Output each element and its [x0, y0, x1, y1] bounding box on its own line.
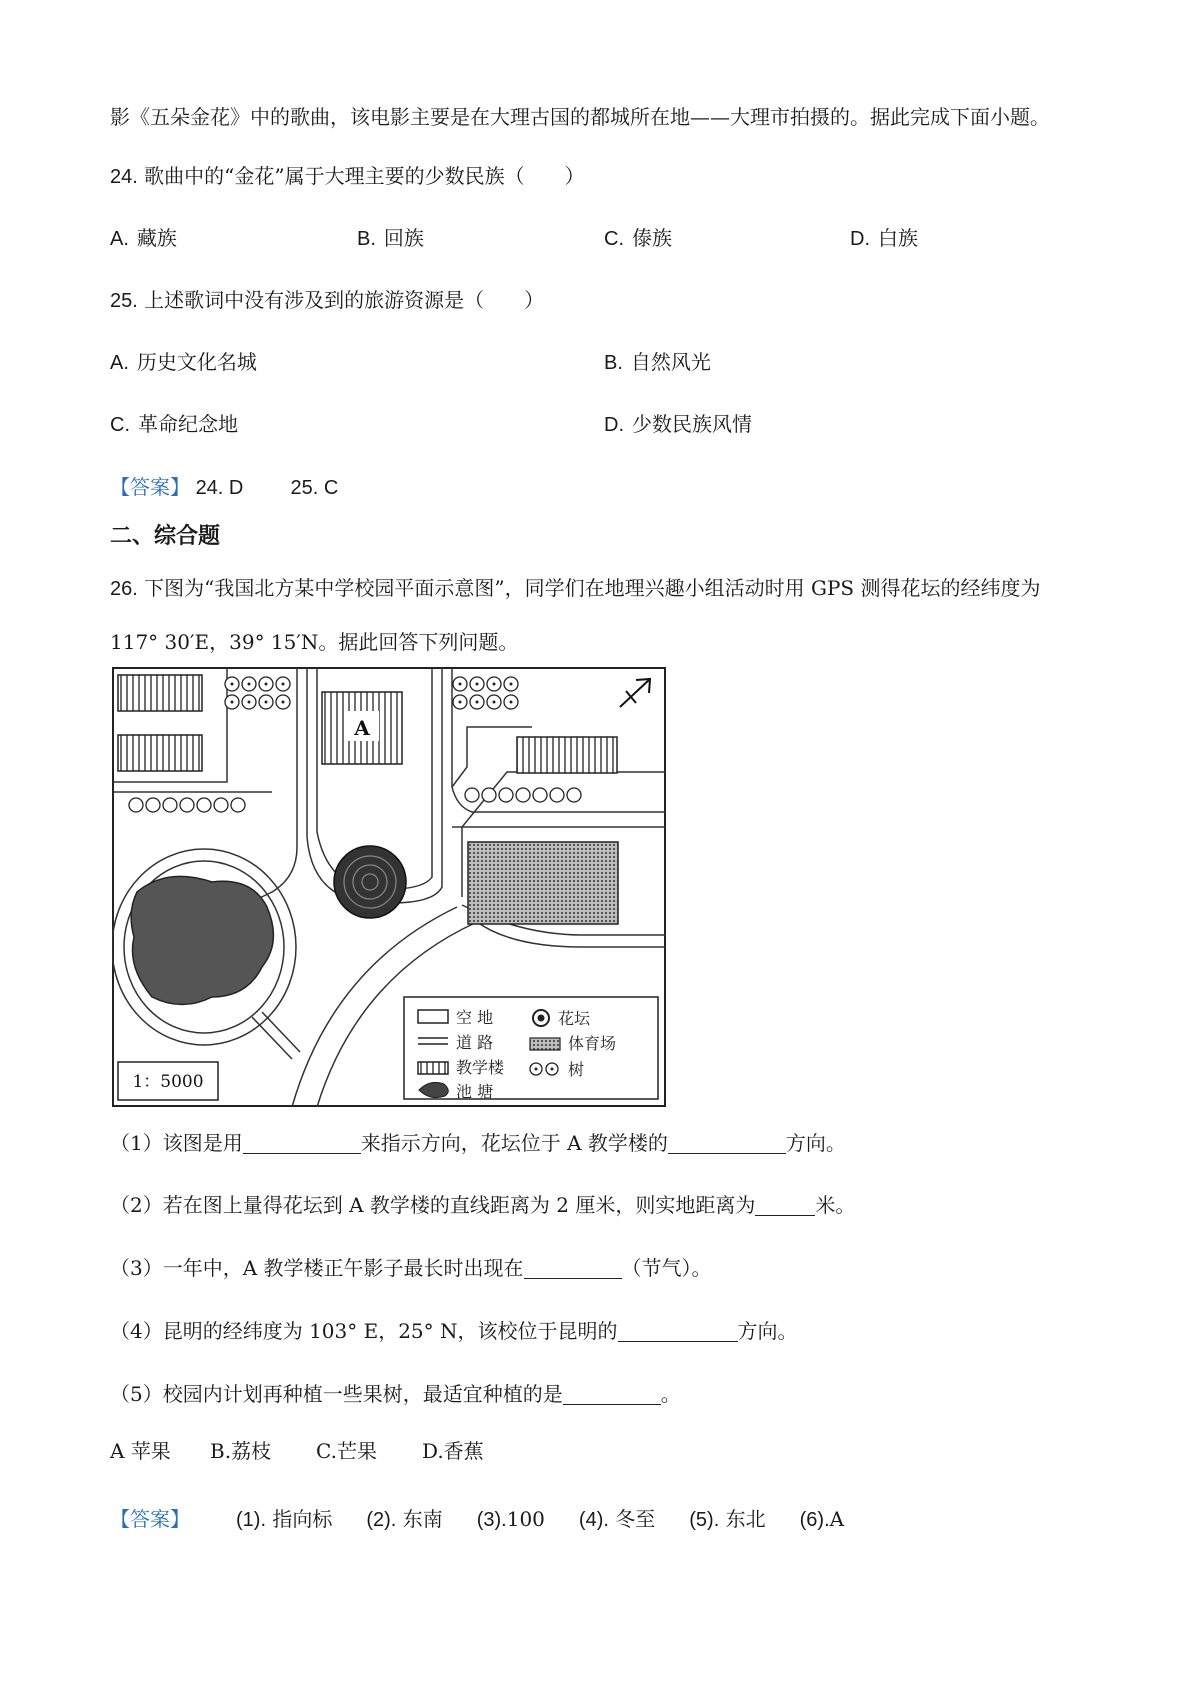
answer-item: (4). 冬至	[578, 1507, 656, 1531]
intro-text: 影《五朵金花》中的歌曲，该电影主要是在大理古国的都城所在地——大理市拍摄的。据此完成下面小题。	[110, 105, 1050, 129]
stadium	[468, 842, 618, 924]
scale-text: 1：5000	[132, 1072, 204, 1092]
legend-road: 道 路	[456, 1033, 494, 1052]
answer-item: (3).100	[476, 1507, 545, 1531]
sub-question-5: （5）校园内计划再种植一些果树，最适宜种植的是 。	[110, 1382, 681, 1406]
question-26-stem-line2: 117° 30′E，39° 15′N。据此回答下列问题。	[110, 630, 519, 654]
answer-blank[interactable]	[243, 1131, 361, 1154]
question-stem: 歌曲中的“金花”属于大理主要的少数民族（ ）	[144, 164, 585, 188]
teaching-building	[517, 737, 617, 773]
answer-blank[interactable]	[563, 1382, 661, 1405]
legend-pond: 池 塘	[456, 1082, 494, 1101]
answer-item: (2). 东南	[366, 1507, 443, 1531]
question-number: 24.	[110, 166, 138, 188]
building-a-label: A	[354, 716, 370, 740]
sub-question-2: （2）若在图上量得花坛到 A 教学楼的直线距离为 2 厘米，则实地距离为 米。	[110, 1193, 856, 1217]
legend-stadium: 体育场	[568, 1034, 617, 1053]
legend-building-symbol	[418, 1062, 448, 1074]
question-26	[110, 574, 1040, 603]
legend-empty-symbol	[418, 1010, 448, 1023]
legend-empty: 空 地	[456, 1008, 494, 1027]
question-number: 25.	[110, 290, 138, 312]
sub-question-4: （4）昆明的经纬度为 103° E，25° N，该校位于昆明的 方向。	[110, 1319, 798, 1343]
option-25-d: D. 少数民族风情	[604, 412, 752, 436]
sub-question-3: （3）一年中，A 教学楼正午影子最长时出现在 （节气）。	[110, 1256, 712, 1280]
answer-25: 25. C	[290, 477, 339, 499]
teaching-building	[118, 675, 202, 711]
answer-blank[interactable]	[524, 1256, 622, 1279]
answer-tag: 【答案】	[110, 1509, 190, 1531]
question-24	[110, 162, 585, 191]
option-25-b: B. 自然风光	[604, 350, 711, 374]
answer-tag: 【答案】	[110, 477, 190, 499]
answer-blank[interactable]	[755, 1193, 815, 1216]
answer-item: (5). 东北	[689, 1507, 766, 1531]
answer-item: (6).A	[799, 1507, 845, 1531]
option-24-b: B. 回族	[357, 226, 424, 250]
legend-flowerbed: 花坛	[558, 1009, 591, 1028]
flowerbed	[334, 846, 406, 918]
option-24-c: C. 傣族	[604, 226, 672, 250]
answer-blank[interactable]	[618, 1319, 738, 1342]
question-stem: 上述歌词中没有涉及到的旅游资源是（ ）	[144, 288, 545, 312]
option-25-c: C. 革命纪念地	[110, 412, 238, 436]
answer-24-25	[110, 474, 338, 502]
legend-tree: 树	[568, 1060, 585, 1079]
option-24-a: A. 藏族	[110, 226, 177, 250]
fruit-choices	[110, 1437, 484, 1465]
option-24-d: D. 白族	[850, 226, 918, 250]
sub-question-1: （1）该图是用 来指示方向，花坛位于 A 教学楼的 方向。	[110, 1131, 846, 1155]
choice-a: A 苹果	[110, 1439, 171, 1463]
question-25	[110, 286, 544, 315]
question-stem: 下图为“我国北方某中学校园平面示意图”，同学们在地理兴趣小组活动时用 GPS 测得花坛的经纬度为	[144, 576, 1041, 600]
option-25-a: A. 历史文化名城	[110, 350, 257, 374]
choice-d: D.香蕉	[422, 1439, 484, 1463]
answer-24: 24. D	[195, 477, 244, 499]
legend-building: 教学楼	[456, 1058, 505, 1077]
answer-item: (1). 指向标	[236, 1507, 333, 1531]
choice-b: B.荔枝	[210, 1439, 272, 1463]
teaching-building	[118, 735, 202, 771]
choice-c: C.芒果	[316, 1439, 377, 1463]
section-title: 二、综合题	[110, 523, 221, 549]
campus-map	[112, 667, 666, 1107]
question-number: 26.	[110, 578, 138, 600]
answer-blank[interactable]	[668, 1131, 786, 1154]
answer-26	[110, 1505, 878, 1534]
